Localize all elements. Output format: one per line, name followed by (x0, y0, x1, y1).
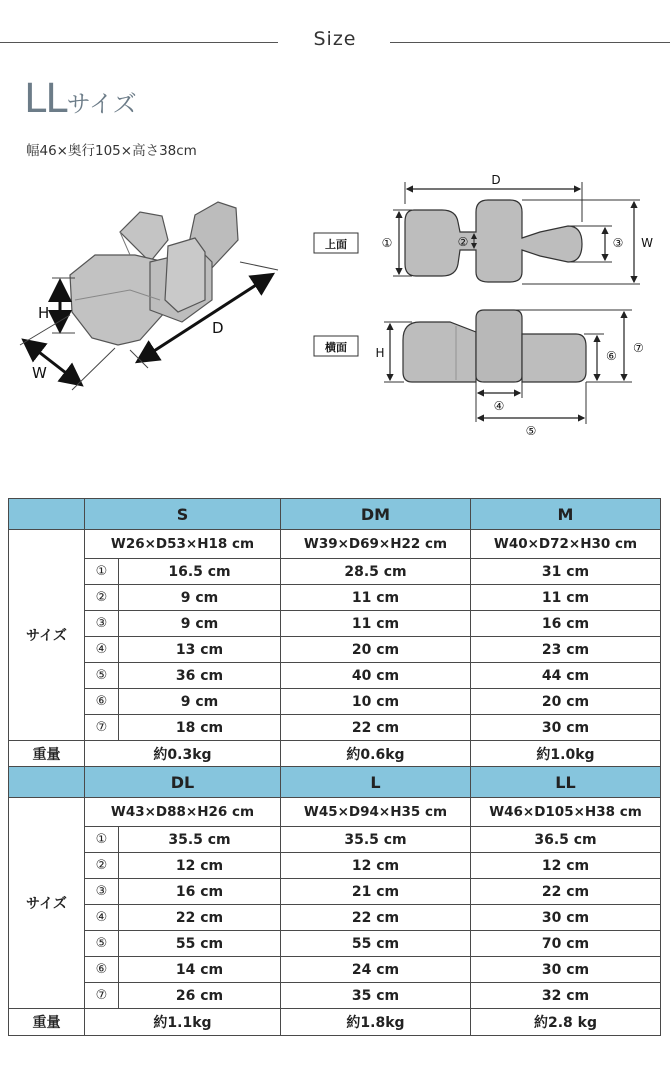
size-table-2 (8, 766, 661, 1036)
value-cell: 30 cm (471, 957, 661, 983)
spec-cell: W40×D72×H30 cm (471, 530, 661, 559)
section-header (0, 28, 670, 58)
measure-num: ⑦ (85, 983, 119, 1009)
value-cell: 14 cm (119, 957, 281, 983)
table-row (9, 637, 661, 663)
size-table-1 (8, 498, 661, 768)
value-cell: 10 cm (281, 689, 471, 715)
value-cell: 23 cm (471, 637, 661, 663)
measure-num: ⑤ (85, 931, 119, 957)
measure-num: ③ (85, 879, 119, 905)
value-cell: 28.5 cm (281, 559, 471, 585)
table-row (9, 905, 661, 931)
row-label-weight: 重量 (9, 1009, 85, 1036)
table-corner (9, 767, 85, 798)
value-cell: 12 cm (119, 853, 281, 879)
value-cell: 22 cm (281, 905, 471, 931)
svg-text:④: ④ (493, 399, 505, 413)
value-cell: 16 cm (119, 879, 281, 905)
value-cell: 36 cm (119, 663, 281, 689)
col-header-dl: DL (85, 767, 281, 798)
table-row (9, 585, 661, 611)
divider-right (390, 42, 670, 43)
value-cell: 11 cm (471, 585, 661, 611)
col-header-l: L (281, 767, 471, 798)
measure-num: ② (85, 853, 119, 879)
table-row (9, 559, 661, 585)
svg-text:横面: 横面 (325, 341, 347, 354)
weight-cell: 約1.1kg (85, 1009, 281, 1036)
value-cell: 16 cm (471, 611, 661, 637)
value-cell: 16.5 cm (119, 559, 281, 585)
table-row (9, 879, 661, 905)
section-title: Size (313, 28, 357, 50)
svg-text:W: W (641, 236, 653, 250)
value-cell: 9 cm (119, 611, 281, 637)
value-cell: 36.5 cm (471, 827, 661, 853)
svg-text:②: ② (457, 235, 469, 249)
value-cell: 35.5 cm (281, 827, 471, 853)
value-cell: 20 cm (281, 637, 471, 663)
table-row (9, 853, 661, 879)
measure-num: ③ (85, 611, 119, 637)
value-cell: 44 cm (471, 663, 661, 689)
value-cell: 21 cm (281, 879, 471, 905)
col-header-dm: DM (281, 499, 471, 530)
table-corner (9, 499, 85, 530)
value-cell: 11 cm (281, 585, 471, 611)
label-d: D (212, 319, 224, 337)
col-header-ll: LL (471, 767, 661, 798)
value-cell: 9 cm (119, 585, 281, 611)
value-cell: 55 cm (281, 931, 471, 957)
table-row (9, 957, 661, 983)
value-cell: 22 cm (281, 715, 471, 741)
top-view-shape (405, 200, 582, 282)
value-cell: 12 cm (471, 853, 661, 879)
table-row (9, 931, 661, 957)
weight-cell: 約0.6kg (281, 741, 471, 768)
spec-cell: W26×D53×H18 cm (85, 530, 281, 559)
value-cell: 32 cm (471, 983, 661, 1009)
measure-num: ④ (85, 637, 119, 663)
value-cell: 18 cm (119, 715, 281, 741)
spec-cell: W46×D105×H38 cm (471, 798, 661, 827)
weight-cell: 約1.0kg (471, 741, 661, 768)
value-cell: 40 cm (281, 663, 471, 689)
label-w: W (32, 364, 47, 382)
table-row (9, 663, 661, 689)
value-cell: 30 cm (471, 905, 661, 931)
label-h: H (38, 304, 50, 322)
value-cell: 35 cm (281, 983, 471, 1009)
value-cell: 31 cm (471, 559, 661, 585)
side-view-shape (403, 310, 586, 382)
col-header-m: M (471, 499, 661, 530)
svg-text:D: D (491, 173, 501, 187)
value-cell: 11 cm (281, 611, 471, 637)
measure-num: ⑥ (85, 957, 119, 983)
svg-text:⑥: ⑥ (606, 349, 617, 363)
measure-num: ④ (85, 905, 119, 931)
measure-num: ⑤ (85, 663, 119, 689)
value-cell: 30 cm (471, 715, 661, 741)
row-label-weight: 重量 (9, 741, 85, 768)
svg-text:上面: 上面 (325, 238, 347, 251)
model-name: LL (24, 76, 67, 122)
table-row (9, 689, 661, 715)
measure-num: ② (85, 585, 119, 611)
weight-cell: 約0.3kg (85, 741, 281, 768)
value-cell: 35.5 cm (119, 827, 281, 853)
value-cell: 12 cm (281, 853, 471, 879)
value-cell: 24 cm (281, 957, 471, 983)
row-label-size: サイズ (9, 530, 85, 741)
model-dimensions: 幅46×奥行105×高さ38cm (26, 143, 197, 159)
weight-cell: 約2.8 kg (471, 1009, 661, 1036)
value-cell: 22 cm (119, 905, 281, 931)
table-row (9, 827, 661, 853)
svg-text:⑤: ⑤ (525, 424, 537, 435)
spec-cell: W39×D69×H22 cm (281, 530, 471, 559)
measure-num: ① (85, 559, 119, 585)
svg-text:③: ③ (612, 236, 624, 250)
model-name-suffix: サイズ (66, 90, 137, 118)
svg-text:①: ① (381, 236, 393, 250)
value-cell: 55 cm (119, 931, 281, 957)
value-cell: 26 cm (119, 983, 281, 1009)
product-diagram (0, 165, 670, 435)
svg-text:⑦: ⑦ (633, 341, 644, 355)
value-cell: 22 cm (471, 879, 661, 905)
measure-num: ⑥ (85, 689, 119, 715)
value-cell: 20 cm (471, 689, 661, 715)
weight-cell: 約1.8kg (281, 1009, 471, 1036)
table-row (9, 983, 661, 1009)
spec-cell: W43×D88×H26 cm (85, 798, 281, 827)
table-row (9, 611, 661, 637)
value-cell: 70 cm (471, 931, 661, 957)
measure-num: ⑦ (85, 715, 119, 741)
row-label-size: サイズ (9, 798, 85, 1009)
value-cell: 9 cm (119, 689, 281, 715)
value-cell: 13 cm (119, 637, 281, 663)
divider-left (0, 42, 278, 43)
svg-text:H: H (375, 346, 385, 360)
table-row (9, 715, 661, 741)
spec-cell: W45×D94×H35 cm (281, 798, 471, 827)
col-header-s: S (85, 499, 281, 530)
measure-num: ① (85, 827, 119, 853)
model-title (24, 76, 137, 122)
